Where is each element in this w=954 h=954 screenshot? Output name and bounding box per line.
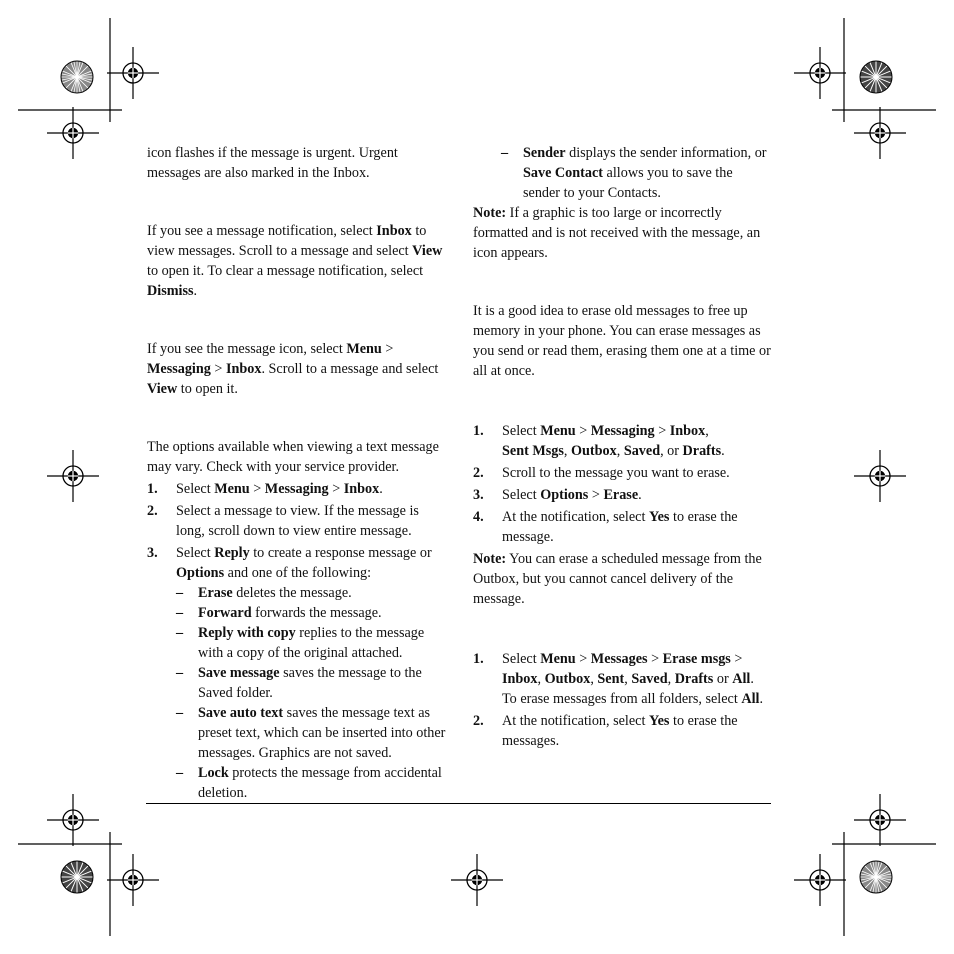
text-run: . bbox=[638, 487, 642, 503]
text-run: > bbox=[588, 487, 604, 503]
erase-intro-paragraph: It is a good idea to erase old messages to free up memory in your phone. You can erase messages as you send or read them, erasing them one at a time or all at once. bbox=[473, 303, 771, 379]
bold-term: Inbox bbox=[376, 223, 412, 239]
bold-term: Messaging bbox=[147, 361, 211, 377]
text-run: Select a message to view. If the message is long, scroll down to view entire message. bbox=[176, 503, 419, 539]
text-run: saves the message text as preset text, which can be inserted into other messages. Graphics are not saved. bbox=[198, 705, 446, 761]
text-run: > bbox=[647, 651, 663, 667]
text-run: forwards the message. bbox=[251, 605, 382, 621]
text-run: > bbox=[654, 423, 670, 439]
bold-term: Save Contact bbox=[523, 165, 603, 181]
bold-term: Inbox bbox=[502, 671, 538, 687]
bold-term: Yes bbox=[648, 509, 670, 525]
bold-term: Messaging bbox=[590, 423, 655, 439]
bold-term: Sender bbox=[523, 145, 566, 161]
bold-term: Yes bbox=[648, 713, 670, 729]
text-run: to erase the messages. bbox=[502, 713, 738, 749]
text-run: If a graphic is too large or incorrectly formatted and is not received with the message, an icon appears. bbox=[473, 205, 761, 261]
text-run: > bbox=[381, 341, 394, 357]
text-run: > bbox=[575, 423, 591, 439]
bold-term: Saved bbox=[623, 443, 661, 459]
bold-term: Erase bbox=[198, 585, 233, 601]
bold-term: Messaging bbox=[264, 481, 329, 497]
text-run: . bbox=[759, 691, 764, 707]
dash-bullet: – bbox=[176, 665, 184, 681]
text-run: protects the message from accidental deletion. bbox=[198, 765, 442, 801]
text-run: displays the sender information, or bbox=[565, 145, 767, 161]
step-number: 2. bbox=[473, 465, 484, 481]
bold-term: Reply with copy bbox=[198, 625, 296, 641]
text-run: To erase messages from all folders, select bbox=[502, 691, 742, 707]
text-run: , bbox=[537, 671, 545, 687]
bold-term: Forward bbox=[198, 605, 252, 621]
text-run: deletes the message. bbox=[232, 585, 352, 601]
urgent-paragraph: icon flashes if the message is urgent. Urgent messages are also marked in the Inbox. bbox=[147, 145, 398, 181]
bold-term: View bbox=[412, 243, 443, 259]
bold-term: All bbox=[732, 671, 751, 687]
text-run: , bbox=[705, 423, 709, 439]
text-run: replies to the message with a copy of the original attached. bbox=[198, 625, 425, 661]
text-run: If you see the message icon, select bbox=[147, 341, 347, 357]
dash-bullet: – bbox=[176, 705, 184, 721]
step-number: 2. bbox=[147, 503, 158, 519]
bold-term: Dismiss bbox=[147, 283, 194, 299]
step-number: 1. bbox=[473, 423, 484, 439]
text-run: . bbox=[750, 671, 754, 687]
text-run: If you see a message notification, select bbox=[147, 223, 377, 239]
text-run: saves the message to the Saved folder. bbox=[198, 665, 422, 701]
text-run: Scroll to the message you want to erase. bbox=[502, 465, 730, 481]
note-label: Note: bbox=[473, 551, 507, 567]
bold-term: Saved bbox=[631, 671, 668, 687]
bold-term: Inbox bbox=[343, 481, 380, 497]
text-run: Select bbox=[176, 545, 215, 561]
text-run: , bbox=[624, 671, 632, 687]
text-run: , bbox=[616, 443, 624, 459]
text-run: . bbox=[379, 481, 383, 497]
dash-bullet: – bbox=[501, 145, 509, 161]
text-run: and one of the following: bbox=[224, 565, 372, 581]
bold-term: Reply bbox=[214, 545, 250, 561]
text-run: , bbox=[667, 671, 675, 687]
step-number: 1. bbox=[147, 481, 158, 497]
bold-term: View bbox=[147, 381, 178, 397]
dash-bullet: – bbox=[176, 625, 184, 641]
text-run: to erase the message. bbox=[502, 509, 738, 545]
text-run: > bbox=[328, 481, 344, 497]
bold-term: Menu bbox=[214, 481, 250, 497]
bold-term: Sent bbox=[597, 671, 625, 687]
bold-term: Messages bbox=[590, 651, 648, 667]
bold-term: Drafts bbox=[674, 671, 714, 687]
bold-term: Erase bbox=[603, 487, 639, 503]
dash-bullet: – bbox=[176, 765, 184, 781]
text-run: Select bbox=[502, 487, 541, 503]
bold-term: Menu bbox=[540, 423, 576, 439]
text-run: > bbox=[249, 481, 265, 497]
text-run: , bbox=[563, 443, 571, 459]
bold-term: Save auto text bbox=[198, 705, 284, 721]
dash-bullet: – bbox=[176, 585, 184, 601]
text-run: You can erase a scheduled message from the Outbox, but you cannot cancel delivery of the message. bbox=[473, 551, 762, 607]
options-intro-paragraph: The options available when viewing a text message may vary. Check with your service provider. bbox=[147, 439, 439, 475]
step-number: 4. bbox=[473, 509, 484, 525]
text-run: > bbox=[730, 651, 743, 667]
text-run: to view messages. Scroll to a message and select bbox=[147, 223, 427, 259]
step-number: 2. bbox=[473, 713, 484, 729]
text-run: . bbox=[721, 443, 725, 459]
step-number: 1. bbox=[473, 651, 484, 667]
text-run: > bbox=[575, 651, 591, 667]
bold-term: Drafts bbox=[682, 443, 722, 459]
bold-term: Outbox bbox=[570, 443, 617, 459]
text-run: Select bbox=[502, 651, 541, 667]
text-run: , bbox=[590, 671, 598, 687]
text-run: to create a response message or bbox=[249, 545, 432, 561]
text-run: . bbox=[193, 283, 198, 299]
bold-term: Sent Msgs bbox=[502, 443, 564, 459]
text-run: or bbox=[713, 671, 733, 687]
bold-term: Menu bbox=[540, 651, 576, 667]
bold-term: Options bbox=[176, 565, 225, 581]
step-number: 3. bbox=[147, 545, 158, 561]
text-run: At the notification, select bbox=[502, 713, 649, 729]
text-run: . Scroll to a message and select bbox=[261, 361, 439, 377]
text-run: to open it. bbox=[177, 381, 238, 397]
step-number: 3. bbox=[473, 487, 484, 503]
dash-bullet: – bbox=[176, 605, 184, 621]
bold-term: Outbox bbox=[544, 671, 591, 687]
text-run: At the notification, select bbox=[502, 509, 649, 525]
note-label: Note: bbox=[473, 205, 507, 221]
bold-term: Inbox bbox=[225, 361, 262, 377]
bold-term: Lock bbox=[198, 765, 229, 781]
text-run: Select bbox=[176, 481, 215, 497]
text-run: > bbox=[210, 361, 226, 377]
bold-term: Menu bbox=[346, 341, 382, 357]
bold-term: Erase msgs bbox=[662, 651, 731, 667]
bold-term: Inbox bbox=[669, 423, 706, 439]
text-run: allows you to save the sender to your Contacts. bbox=[523, 165, 733, 201]
text-run: , or bbox=[660, 443, 683, 459]
bold-term: All bbox=[741, 691, 760, 707]
text-run: Select bbox=[502, 423, 541, 439]
text-run: to open it. To clear a message notification, select bbox=[147, 263, 424, 279]
bold-term: Options bbox=[540, 487, 589, 503]
bold-term: Save message bbox=[198, 665, 280, 681]
